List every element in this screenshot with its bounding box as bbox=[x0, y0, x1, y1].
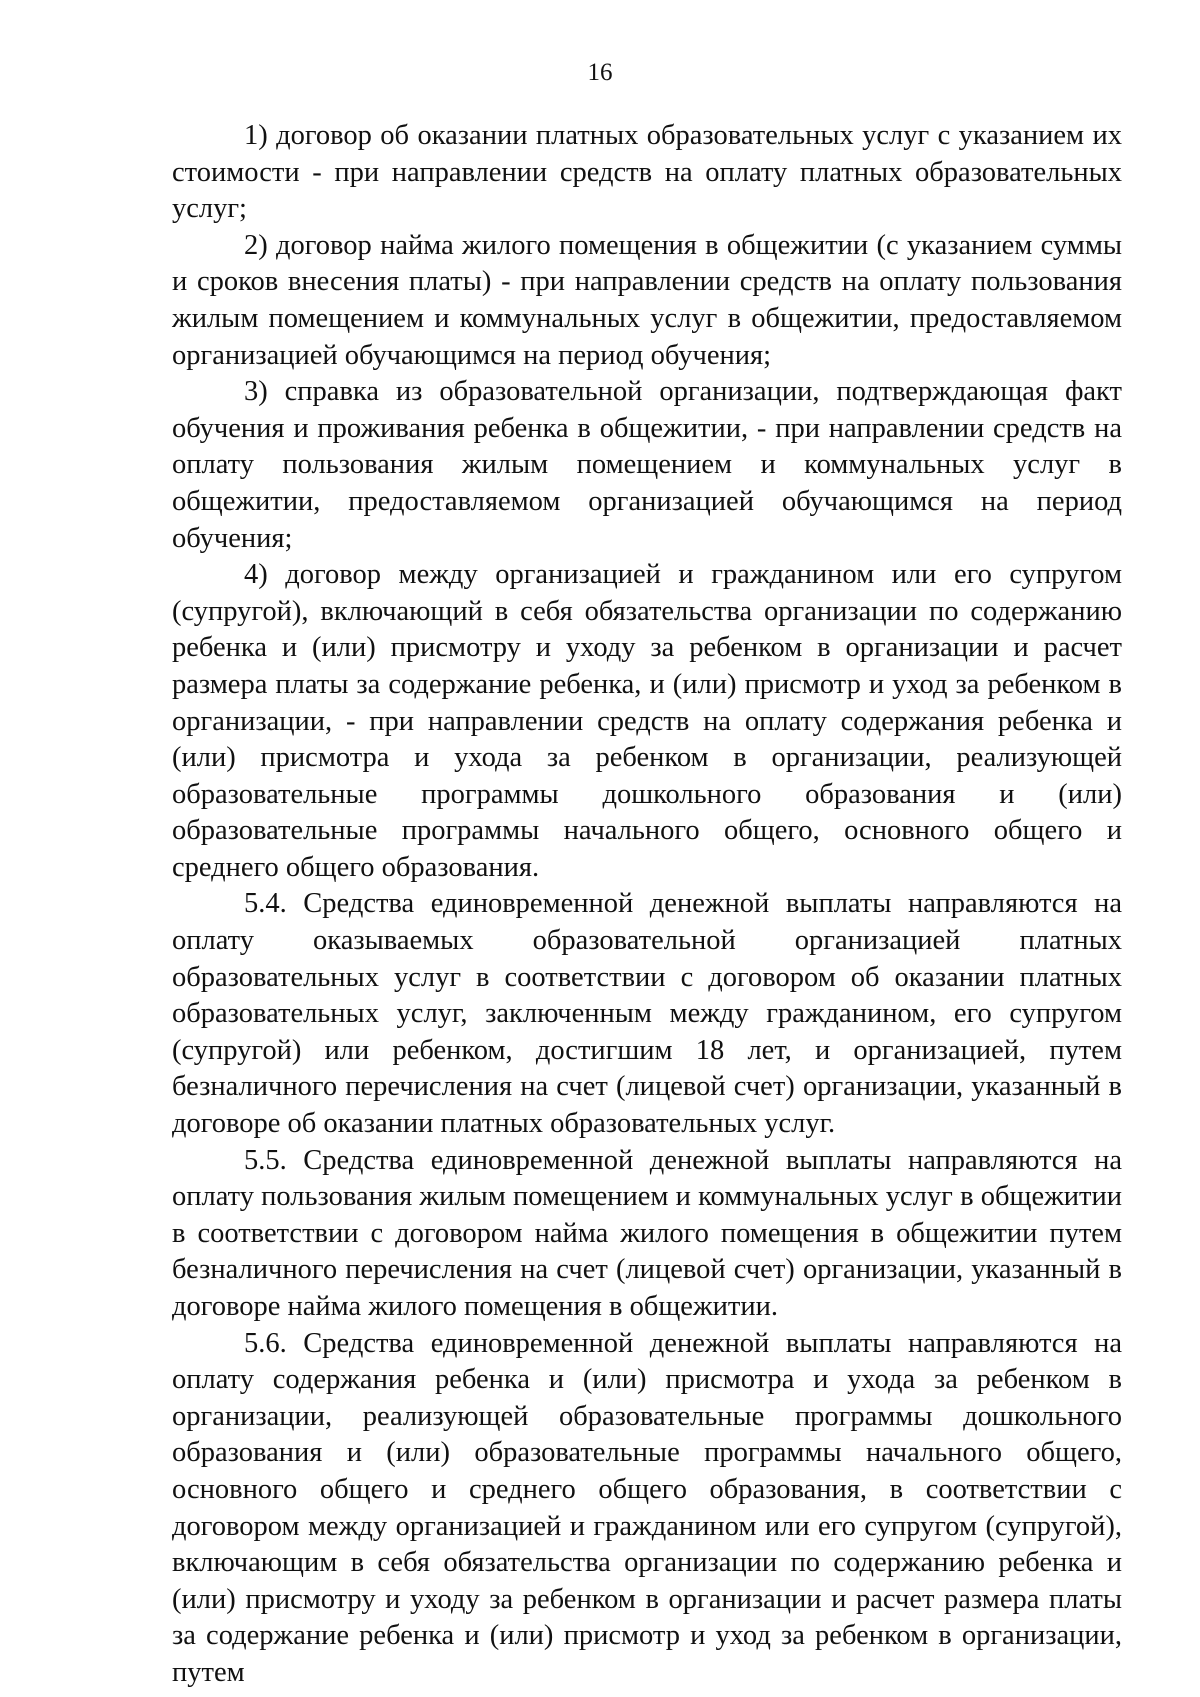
paragraph-item-1: 1) договор об оказании платных образовательных услуг с указанием их стоимости - при направлении средств на оплату платных образовательных услуг; bbox=[172, 120, 1122, 225]
paragraph-5-6: 5.6. Средства единовременной денежной выплаты направляются на оплату содержания ребенка и (или) присмотра и ухода за ребенком в организации, реализующей образовательные программы дошкольного образования и (или) образовательные программы начального общего, основного общего и среднего общего образования, в соответствии с договором между организацией и гражданином или его супругом (супругой), включающим в себя обязательства организации по содержанию ребенка и (или) присмотру и уходу за ребенком в организации и расчет размера платы за содержание ребенка и (или) присмотр и уход за ребенком в организации, путем bbox=[172, 1327, 1122, 1688]
paragraph-5-5: 5.5. Средства единовременной денежной выплаты направляются на оплату пользования жилым помещением и коммунальных услуг в общежитии в соответствии с договором найма жилого помещения в общежитии путем безналичного перечисления на счет (лицевой счет) организации, указанный в договоре найма жилого помещения в общежитии. bbox=[172, 1144, 1122, 1322]
page-number: 16 bbox=[587, 59, 613, 86]
paragraph-item-3: 3) справка из образовательной организации, подтверждающая факт обучения и проживания ребенка в общежитии, - при направлении средств на оплату пользования жилым помещением и коммунальных услуг в общежитии, предоставляемом организацией обучающимся на период обучения; bbox=[172, 376, 1122, 554]
paragraph-item-4: 4) договор между организацией и гражданином или его супругом (супругой), включающий в себя обязательства организации по содержанию ребенка и (или) присмотру и уходу за ребенком в организации и расчет размера платы за содержание ребенка, и (или) присмотр и уход за ребенком в организации, - при направлении средств на оплату содержания ребенка и (или) присмотра и ухода за ребенком в организации, реализующей образовательные программы дошкольного образования и (или) образовательные программы начального общего, основного общего и среднего общего образования. bbox=[172, 559, 1122, 883]
paragraph-5-4: 5.4. Средства единовременной денежной выплаты направляются на оплату оказываемых образовательной организацией платных образовательных услуг в соответствии с договором об оказании платных образовательных услуг, заключенным между гражданином, его супругом (супругой) или ребенком, достигшим 18 лет, и организацией, путем безналичного перечисления на счет (лицевой счет) организации, указанный в договоре об оказании платных образовательных услуг. bbox=[172, 888, 1122, 1140]
paragraph-item-2: 2) договор найма жилого помещения в общежитии (с указанием суммы и сроков внесения платы) - при направлении средств на оплату пользования жилым помещением и коммунальных услуг в общежитии, предоставляемом организацией обучающимся на период обучения; bbox=[172, 229, 1122, 371]
document-body bbox=[172, 118, 1122, 1692]
